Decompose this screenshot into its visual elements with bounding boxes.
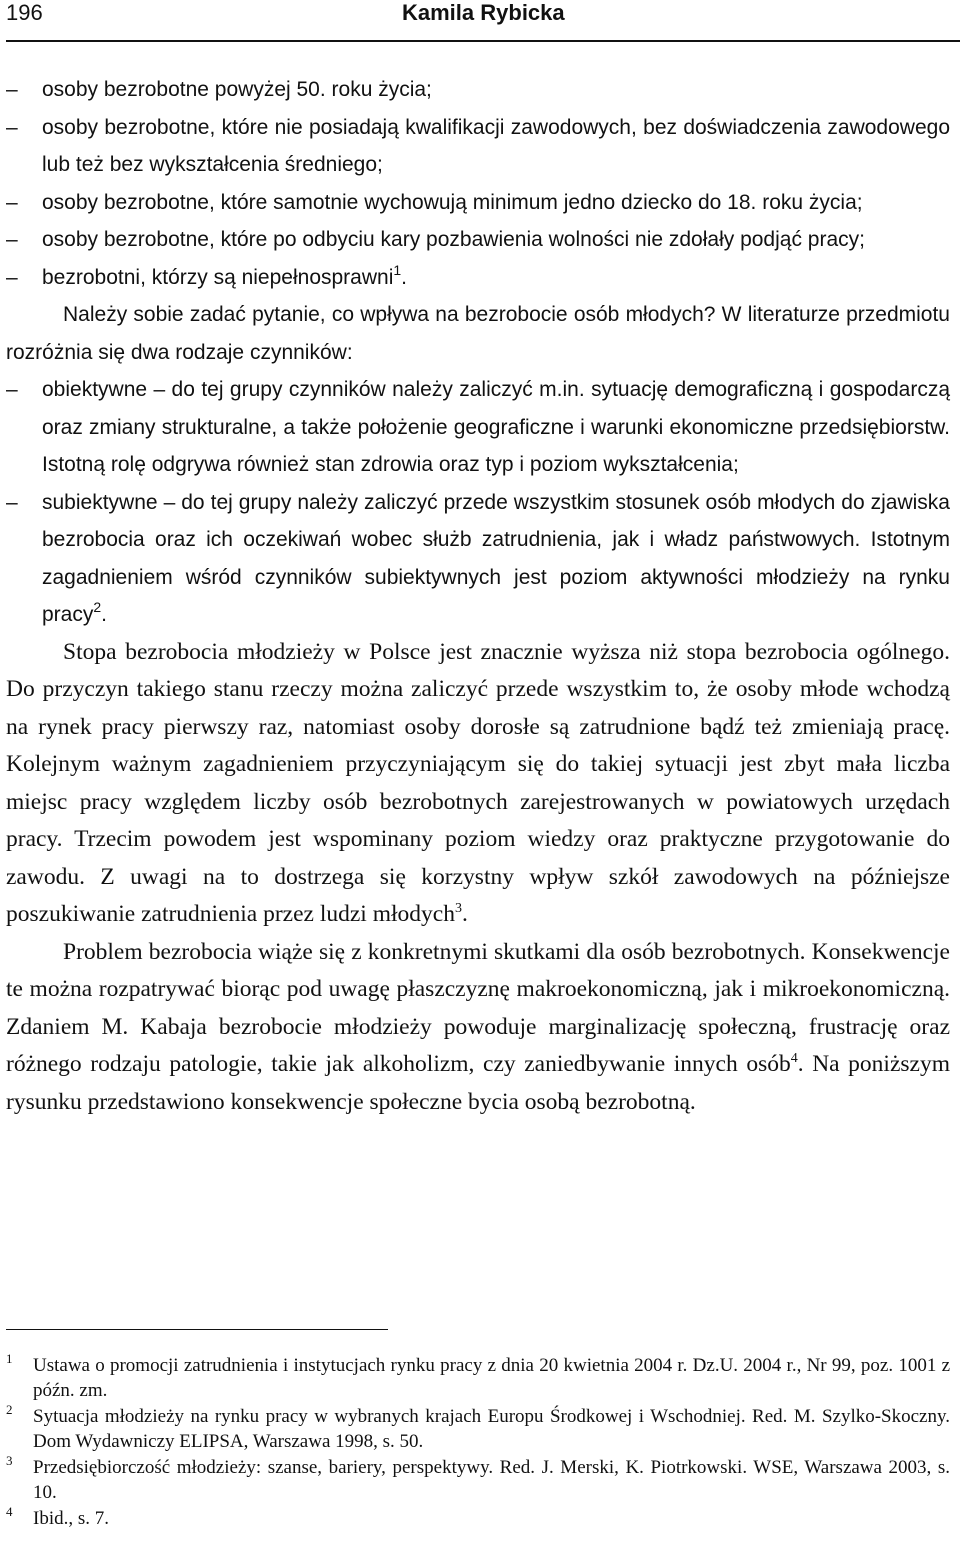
footnote-text: Ustawa o promocji zatrudnienia i instytucjach rynku pracy z dnia 20 kwietnia 2004 r. Dz.U. 2004 r., Nr 99, poz. 1001 z późn. zm.: [33, 1355, 950, 1401]
footnote: [6, 1504, 950, 1532]
paragraph-tail: .: [461, 901, 468, 927]
list-item-tail: .: [101, 603, 107, 626]
paragraph: Należy sobie zadać pytanie, co wpływa na bezrobocie osób młodych? W literaturze przedmiotu rozróżnia się dwa rodzaje czynników:: [6, 303, 950, 364]
list-item: – osoby bezrobotne, które nie posiadają kwalifikacji zawodowych, bez doświadczenia zawodowego lub też bez wykształcenia średniego;: [6, 109, 950, 184]
running-title: Kamila Rybicka: [402, 0, 565, 25]
list-item-tail: .: [401, 265, 408, 289]
footnote-number: 2: [6, 1402, 13, 1417]
footnote: [6, 1453, 950, 1505]
paragraph: [6, 934, 950, 1122]
footnote-text: Przedsiębiorczość młodzieży: szanse, bariery, perspektywy. Red. J. Merski, K. Piotrkowski. WSE, Warszawa 2003, s. 10.: [33, 1457, 950, 1503]
footnote-number: 1: [6, 1351, 13, 1366]
list-item: [6, 259, 950, 297]
footnote: [6, 1351, 950, 1403]
list-item: – osoby bezrobotne, które po odbyciu kary pozbawienia wolności nie zdołały podjąć pracy;: [6, 221, 950, 259]
footnote-ref: 1: [393, 261, 402, 278]
footnote-number: 3: [6, 1453, 13, 1468]
footnote-text: Sytuacja młodzieży na rynku pracy w wybranych krajach Europu Środkowej i Wschodniej. Red. M. Szylko-Skoczny. Dom Wydawniczy ELIPSA, Warszawa 1998, s. 50.: [33, 1406, 950, 1452]
footnote-ref: 3: [454, 901, 462, 916]
list-item: – osoby bezrobotne powyżej 50. roku życia;: [6, 71, 950, 109]
footnote-text: Ibid., s. 7.: [33, 1508, 109, 1529]
paragraph-text: Problem bezrobocia wiąże się z konkretnymi skutkami dla osób bezrobotnych. Konsekwencje te można rozpatrywać biorąc pod uwagę płaszczyznę makroekonomiczną, jak i mikroekonomiczną. Zdaniem M. Kabaja bezrobocie młodzieży powoduje marginalizację społeczną, frustrację oraz różnego rodzaju patologie, takie jak alkoholizm, czy zaniedbywanie innych osób: [6, 938, 950, 1077]
list-item-text: bezrobotni, którzy są niepełnosprawni: [42, 265, 394, 289]
footnote: [6, 1402, 950, 1454]
list-item: [6, 484, 950, 634]
paragraph: [6, 634, 950, 934]
footnotes: [6, 1351, 950, 1534]
footnote-number: 4: [6, 1504, 13, 1519]
paragraph-tail: . Na poniższym rysunku przedstawiono konsekwencje społeczne bycia osobą bezrobotną.: [6, 1051, 950, 1115]
factors-list: [6, 371, 950, 634]
list-item: – obiektywne – do tej grupy czynników należy zaliczyć m.in. sytuację demograficzną i gospodarczą oraz zmiany strukturalne, a także położenie geograficzne i warunki ekonomiczne przedsiębiorstw. Istotną rolę odgrywa również stan zdrowia oraz typ i poziom wykształcenia;: [6, 371, 950, 484]
main-text: [6, 71, 950, 1121]
list-item: – osoby bezrobotne, które samotnie wychowują minimum jedno dziecko do 18. roku życia;: [6, 184, 950, 222]
paragraph-text: Stopa bezrobocia młodzieży w Polsce jest znacznie wyższa niż stopa bezrobocia ogólnego. Do przyczyn takiego stanu rzeczy można zaliczyć przede wszystkim to, że osoby młode wchodzą na rynek pracy pierwszy raz, natomiast osoby dorosłe są zatrudnione bądź też zmieniają pracę. Kolejnym ważnym zagadnieniem przyczyniającym się do takiej sytuacji jest zbyt mała liczba miejsc pracy względem liczby osób bezrobotnych zarejestrowanych w powiatowych urzędach pracy. Trzecim powodem jest wspominany poziom wiedzy oraz praktyczne przygotowanie do zawodu. Z uwagi na to dostrzega się korzystny wpływ szkół zawodowych na późniejsze poszukiwanie zatrudnienia przez ludzi młodych: [6, 638, 950, 927]
list-item-text: subiektywne – do tej grupy należy zaliczyć przede wszystkim stosunek osób młodych do zjawiska bezrobocia oraz ich oczekiwań wobec służb zatrudnienia, jak i władz państwowych. Istotnym zagadnieniem wśród czynników subiektywnych jest poziom aktywności młodzieży na rynku pracy: [42, 490, 950, 626]
footnote-ref: 2: [93, 599, 102, 615]
page-number: 196: [6, 0, 43, 25]
footnote-ref: 4: [790, 1051, 798, 1066]
eligibility-list: [6, 71, 950, 296]
footnote-separator: [6, 1329, 388, 1330]
running-header: [6, 0, 960, 42]
